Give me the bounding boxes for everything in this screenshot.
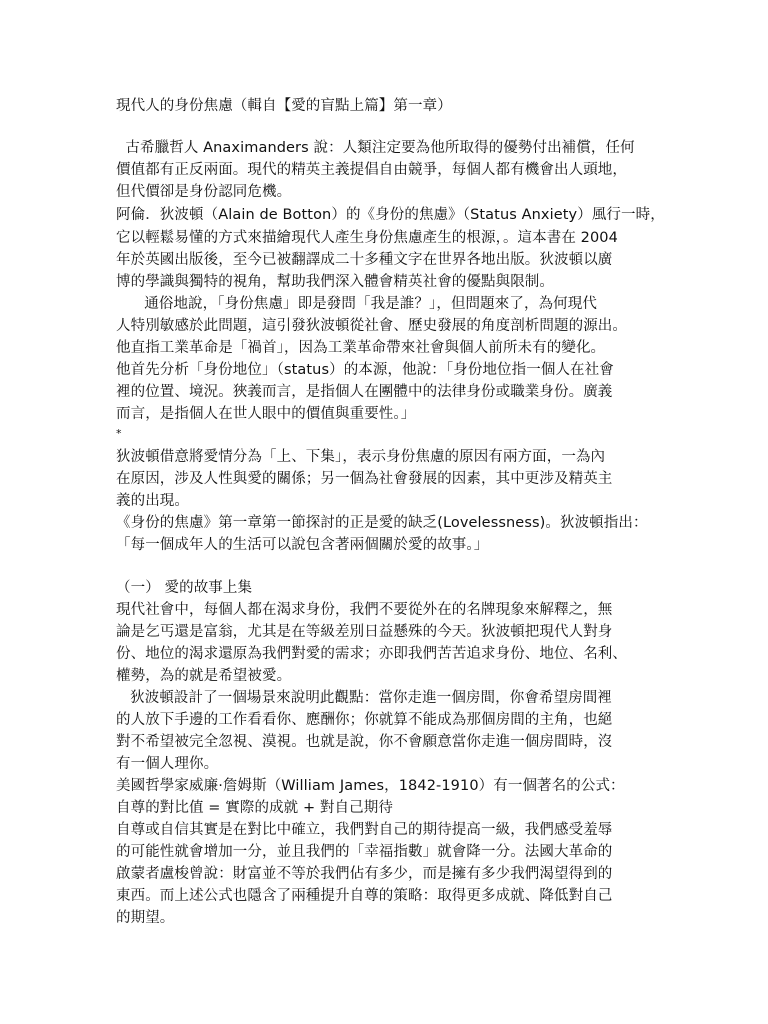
paragraph-line: 年於英國出版後，至今已被翻譯成二十多種文字在世界各地出版。狄波頓以廣 — [116, 252, 613, 268]
paragraph-line: 的人放下手邊的工作看看你、應酬你；你就算不能成為那個房間的主角，也絕 — [116, 712, 613, 728]
paragraph-line: 他首先分析「身份地位」（status）的本源，他說：「身份地位指一個人在社會 — [116, 362, 614, 378]
paragraph-line: 但代價卻是身份認同危機。 — [116, 184, 292, 200]
paragraph-line: 自尊或自信其實是在對比中確立，我們對自己的期待提高一級，我們感受羞辱 — [116, 822, 613, 838]
paragraph-line: 東西。而上述公式也隱含了兩種提升自尊的策略：取得更多成就、降低對自己 — [116, 888, 613, 904]
paragraph-line: 《身份的焦慮》第一章第一節探討的正是愛的缺乏(Lovelessness)。狄波頓指出： — [116, 515, 648, 531]
paragraph-line: 有一個人理你。 — [116, 756, 219, 772]
paragraph-line: 的期望。 — [116, 910, 175, 926]
paragraph-line: 狄波頓設計了一個場景來說明此觀點：當你走進一個房間，你會希望房間裡 — [116, 690, 612, 706]
paragraph-line: 論是乞丐還是富翁，尤其是在等級差別日益懸殊的今天。狄波頓把現代人對身 — [116, 624, 613, 640]
paragraph-line: 阿倫．狄波頓（Alain de Botton）的《身份的焦慮》（Status Anxiety）風行一時， — [116, 207, 665, 223]
paragraph-line: 通俗地說，「身份焦慮」即是發問「我是誰？」，但問題來了，為何現代 — [116, 296, 597, 312]
paragraph-line: 份、地位的渴求還原為我們對愛的需求；亦即我們苦苦追求身份、地位、名利、 — [116, 646, 627, 662]
paragraph-line: 現代社會中，每個人都在渴求身份，我們不要從外在的名牌現象來解釋之，無 — [116, 602, 613, 618]
paragraph-line: 他直指工業革命是「禍首」，因為工業革命帶來社會與個人前所未有的變化。 — [116, 340, 606, 356]
section-heading: （一） 愛的故事上集 — [116, 580, 253, 596]
paragraph-line: 價值都有正反兩面。現代的精英主義提倡自由競爭，每個人都有機會出人頭地， — [116, 162, 627, 178]
document-title: 現代人的身份焦慮（輯自【愛的盲點上篇】第一章） — [116, 98, 452, 114]
paragraph-line: 「每一個成年人的生活可以說包含著兩個關於愛的故事。」 — [116, 537, 489, 553]
paragraph-line: 義的出現。 — [116, 493, 189, 509]
paragraph-line: 它以輕鬆易懂的方式來描繪現代人產生身份焦慮產生的根源，。這本書在 2004 — [116, 230, 618, 246]
paragraph-line: 啟蒙者盧梭曾說：財富並不等於我們佔有多少，而是擁有多少我們渴望得到的 — [116, 866, 613, 882]
paragraph-line: 對不希望被完全忽視、漠視。也就是說，你不會願意當你走進一個房間時，沒 — [116, 734, 613, 750]
paragraph-line: 人特別敏感於此問題，這引發狄波頓從社會、歷史發展的角度剖析問題的源出。 — [116, 318, 627, 334]
paragraph-line: 美國哲學家威廉·詹姆斯（William James，1842-1910）有一個著名的公式： — [116, 778, 625, 794]
paragraph-line: 權勢，為的就是希望被愛。 — [116, 668, 292, 684]
paragraph-line: 裡的位置、境況。狹義而言，是指個人在團體中的法律身份或職業身份。廣義 — [116, 384, 613, 400]
paragraph-line: 古希臘哲人 Anaximanders 說：人類注定要為他所取得的優勢付出補償，任何 — [116, 140, 635, 156]
paragraph-line: 在原因，涉及人性與愛的關係；另一個為社會發展的因素，其中更涉及精英主 — [116, 471, 613, 487]
formula-line: 自尊的對比值 = 實際的成就 + 對自己期待 — [116, 800, 393, 816]
paragraph-line: 狄波頓借意將愛情分為「上、下集」，表示身份焦慮的原因有兩方面，一為內 — [116, 449, 606, 465]
paragraph-line: 的可能性就會增加一分，並且我們的「幸福指數」就會降一分。法國大革命的 — [116, 844, 613, 860]
asterisk-marker: * — [116, 427, 122, 440]
paragraph-line: 博的學識與獨特的視角，幫助我們深入體會精英社會的優點與限制。 — [116, 274, 554, 290]
paragraph-line: 而言，是指個人在世人眼中的價值與重要性。」 — [116, 406, 416, 422]
